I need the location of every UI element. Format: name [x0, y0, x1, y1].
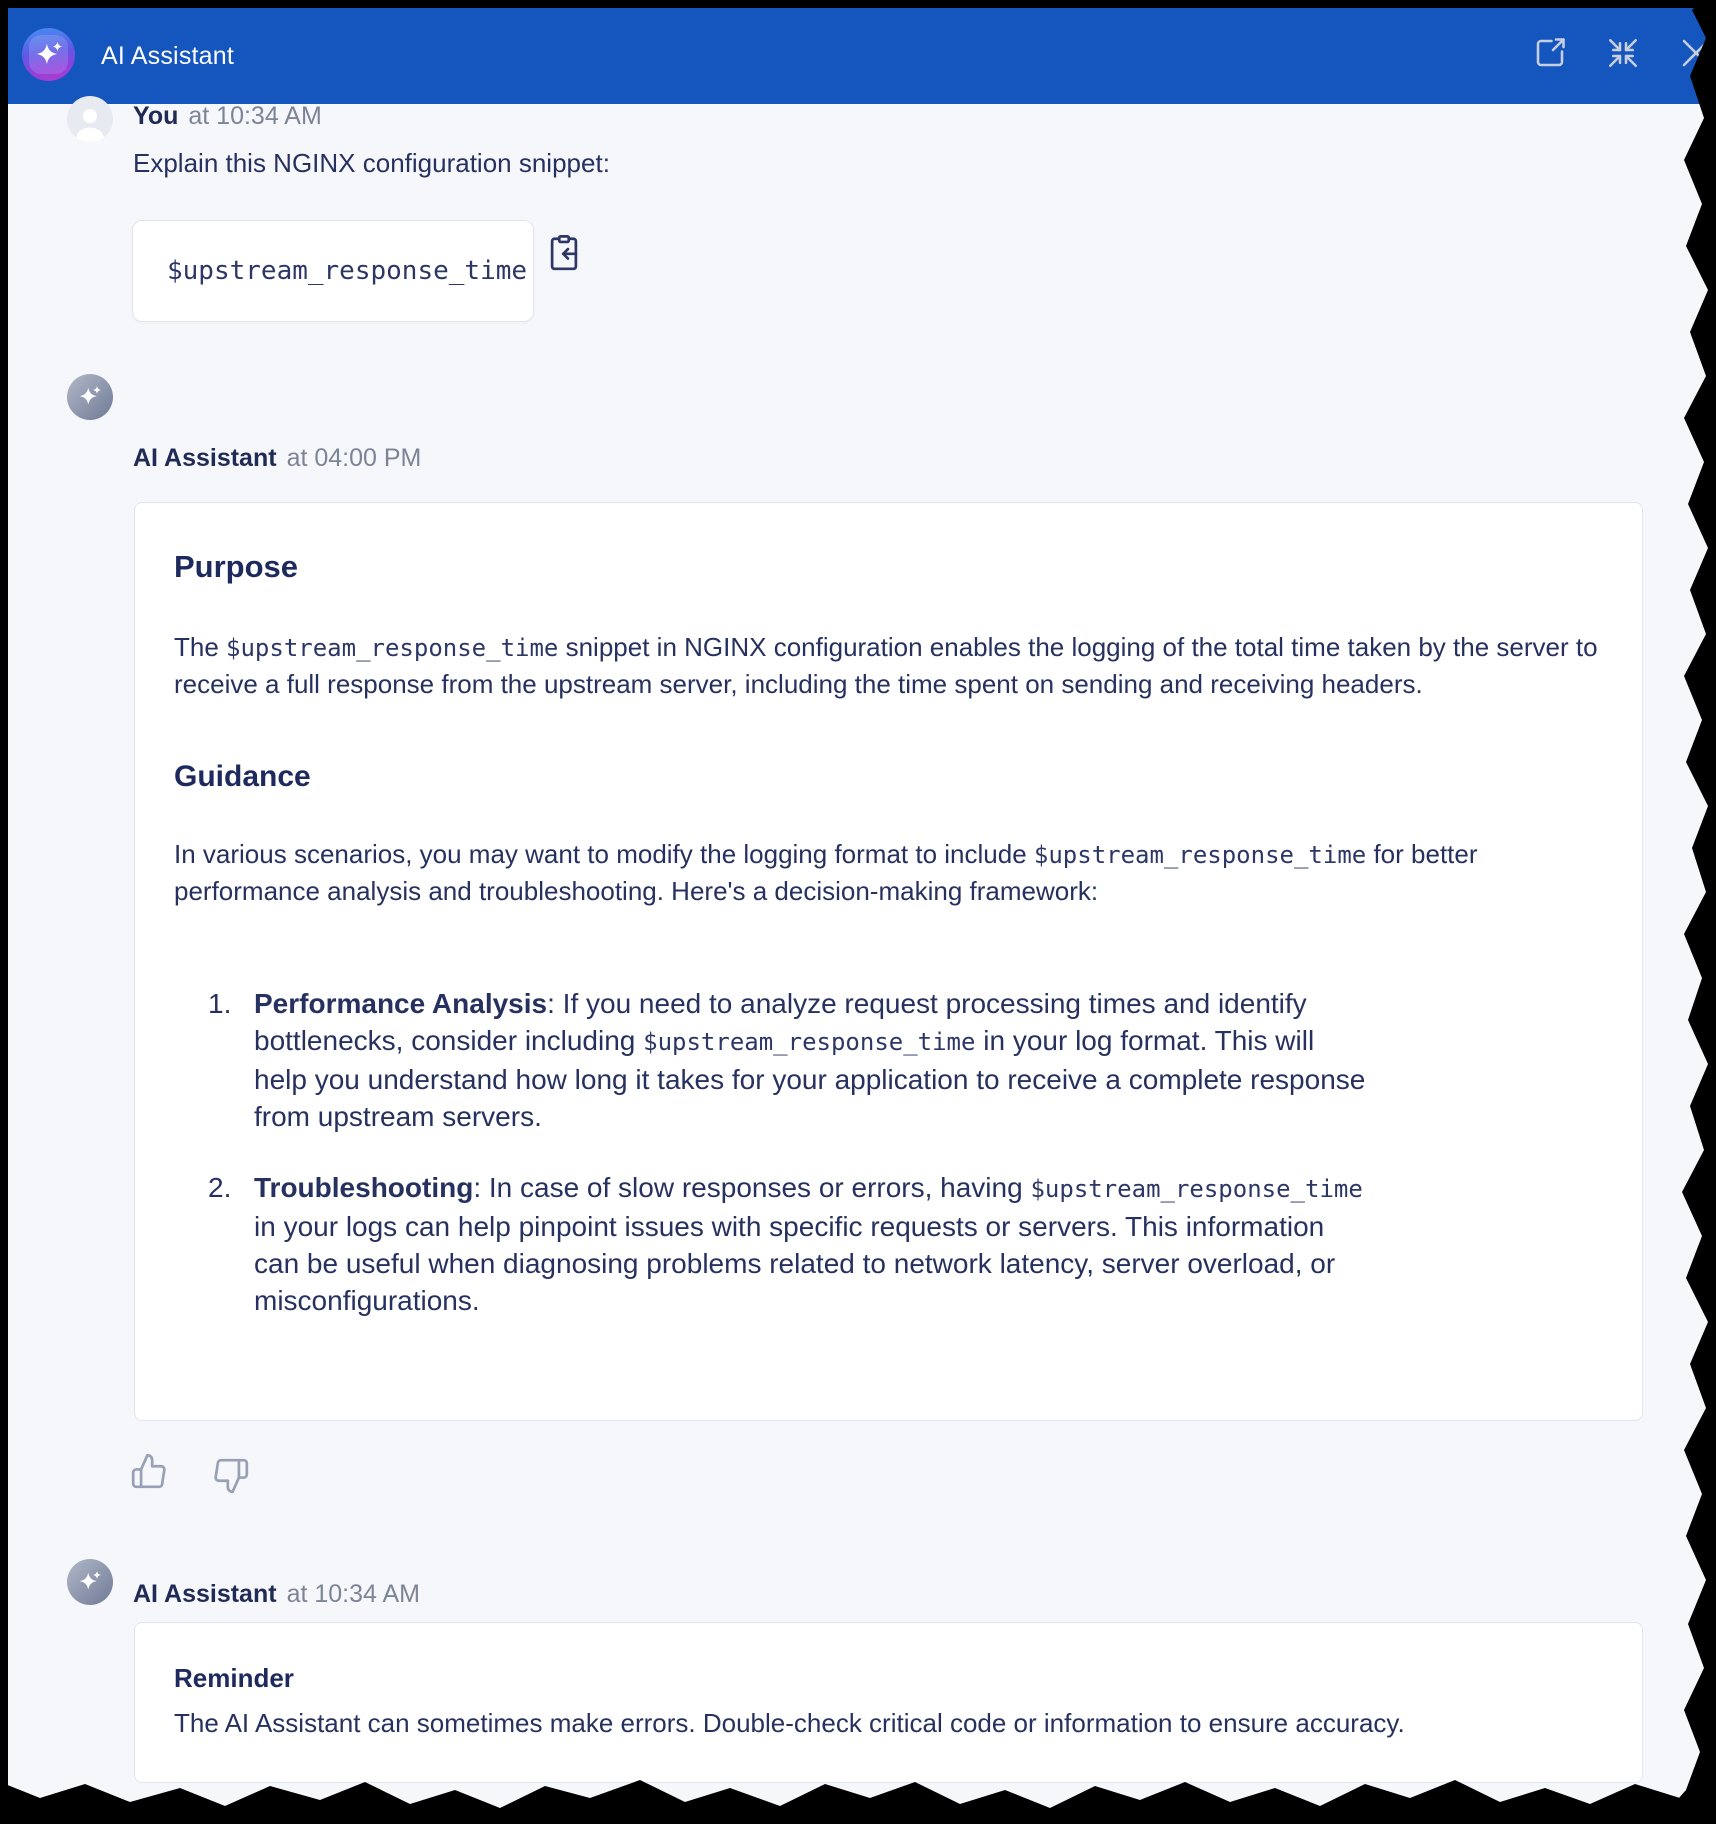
code-snippet-box	[132, 220, 534, 322]
guidance-paragraph	[174, 836, 1603, 909]
collapse-panel-button[interactable]	[1605, 35, 1641, 71]
text-segment: : In case of slow responses or errors, having	[473, 1172, 1031, 1203]
titlebar	[8, 8, 1716, 104]
author-name: AI Assistant	[133, 444, 277, 472]
reminder-heading: Reminder	[174, 1663, 294, 1693]
torn-edge-right	[1656, 0, 1716, 1824]
clipboard-copy-icon	[545, 234, 583, 272]
sparkle-icon	[75, 1567, 105, 1597]
assistant-message-header	[133, 444, 421, 473]
reminder-text: The AI Assistant can sometimes make errors. Double-check critical code or information to ensure accuracy.	[174, 1708, 1405, 1738]
torn-edge-bottom	[0, 1768, 1716, 1824]
text-segment: in your logs can help pinpoint issues with specific requests or servers. This information can be useful when diagnosing problems related to network latency, server overload, or misconfigurations.	[254, 1211, 1336, 1316]
copy-code-button[interactable]	[545, 234, 583, 272]
inline-code: $upstream_response_time	[1030, 1175, 1363, 1203]
ai-assistant-logo	[22, 28, 75, 81]
torn-edge-left	[0, 0, 8, 1824]
code-snippet: $upstream_response_time	[167, 256, 528, 286]
text-segment: in your log format. This will help you understand how long it takes for your application to receive a complete response from upstream servers.	[254, 1025, 1366, 1132]
thumbs-down-button[interactable]	[212, 1457, 250, 1495]
purpose-heading: Purpose	[174, 549, 299, 584]
list-item	[202, 985, 1372, 1135]
inline-code: $upstream_response_time	[1033, 841, 1367, 869]
external-link-icon	[1532, 35, 1568, 71]
assistant-avatar	[67, 1559, 113, 1605]
user-message-text: Explain this NGINX configuration snippet:	[133, 148, 610, 178]
collapse-arrows-icon	[1605, 35, 1641, 71]
list-term: Performance Analysis	[254, 988, 548, 1019]
assistant-answer-card	[134, 502, 1643, 1421]
sparkle-icon	[75, 382, 105, 412]
list-marker: 1.	[208, 988, 232, 1019]
sparkle-icon	[31, 37, 67, 73]
reminder-card	[134, 1622, 1643, 1783]
text-segment: for better performance analysis and troubleshooting. Here's a decision-making framework:	[174, 839, 1478, 906]
list-marker: 2.	[208, 1172, 232, 1203]
ai-assistant-panel	[8, 8, 1716, 1816]
text-segment: The	[174, 632, 227, 662]
message-timestamp: at 10:34 AM	[188, 102, 322, 130]
thumbs-up-button[interactable]	[130, 1452, 168, 1490]
assistant-avatar	[67, 374, 113, 420]
purpose-paragraph	[174, 629, 1603, 702]
thumbs-down-icon	[212, 1457, 250, 1495]
guidance-heading: Guidance	[174, 760, 311, 793]
user-message-header	[133, 102, 322, 131]
assistant-message-header	[133, 1580, 420, 1609]
message-timestamp: at 10:34 AM	[286, 1580, 420, 1608]
author-name: You	[133, 102, 179, 130]
text-segment: In various scenarios, you may want to modify the logging format to include	[174, 839, 1034, 869]
message-timestamp: at 04:00 PM	[286, 444, 422, 472]
user-avatar	[67, 96, 113, 142]
person-icon	[70, 102, 110, 142]
panel-title: AI Assistant	[101, 41, 235, 70]
text-segment: snippet in NGINX configuration enables the logging of the total time taken by the server to receive a full response from the upstream server, including the time spent on sending and receiving headers.	[174, 632, 1598, 699]
list-item	[202, 1169, 1372, 1319]
decision-framework-list	[202, 985, 1372, 1319]
author-name: AI Assistant	[133, 1580, 277, 1608]
inline-code: $upstream_response_time	[643, 1028, 976, 1056]
thumbs-up-icon	[130, 1452, 168, 1490]
inline-code: $upstream_response_time	[226, 634, 559, 662]
torn-edge-top	[0, 0, 1716, 8]
list-term: Troubleshooting	[254, 1172, 474, 1203]
open-in-new-window-button[interactable]	[1532, 35, 1568, 71]
text-segment: : If you need to analyze request processing times and identify bottlenecks, consider including	[254, 988, 1307, 1056]
